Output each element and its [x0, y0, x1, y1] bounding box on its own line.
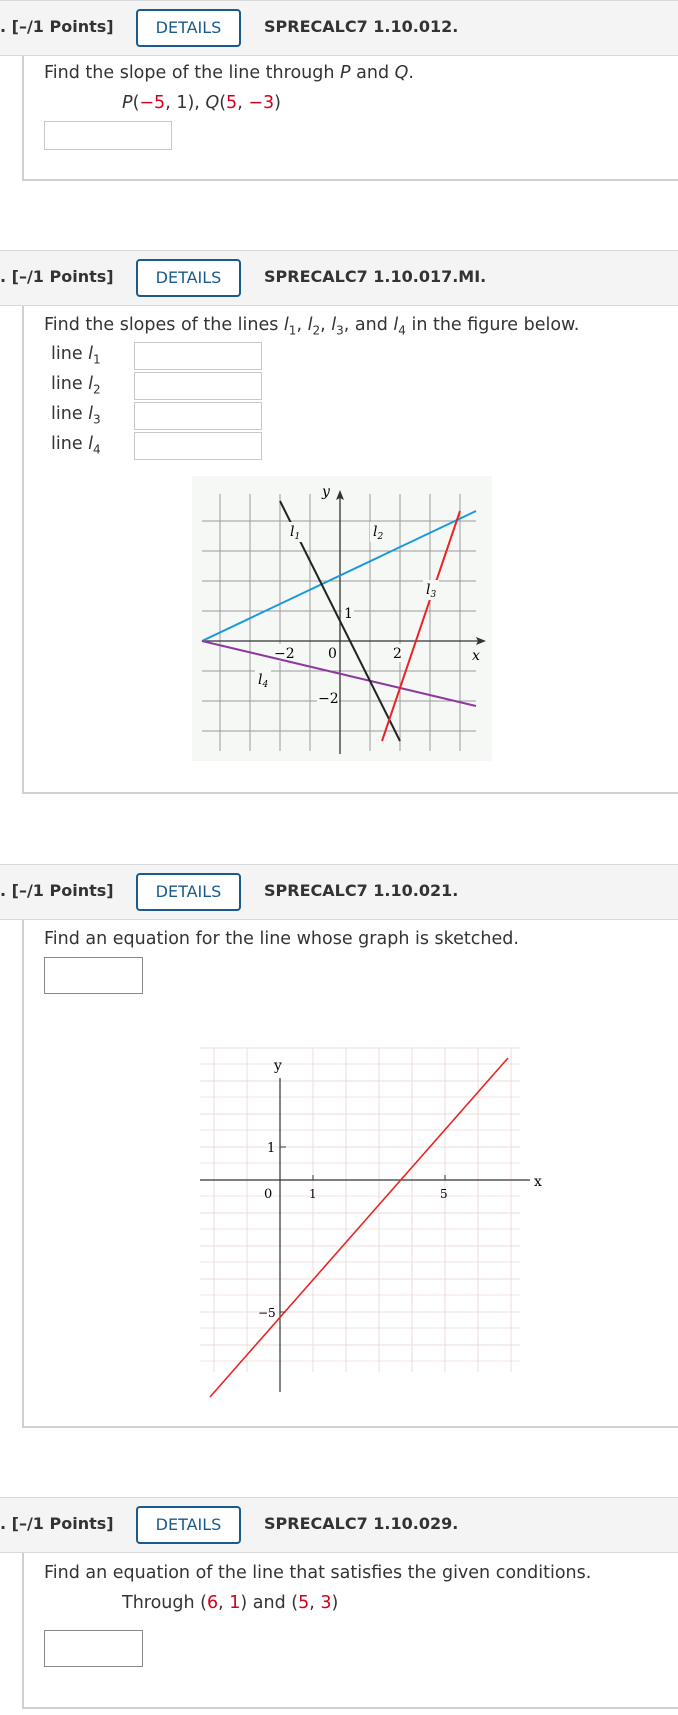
- tick-origin: 0: [328, 646, 337, 662]
- question-prompt: Find an equation of the line that satisfies the given conditions.: [44, 1563, 592, 1583]
- tick-x-neg2: −2: [274, 646, 295, 662]
- question-prompt: Find the slope of the line through P and Q.: [44, 63, 414, 83]
- points-label: . [–/1 Points]: [0, 1514, 114, 1533]
- question-header: [0, 0, 678, 56]
- question-header: [0, 864, 678, 920]
- tick-x-5: 5: [440, 1187, 448, 1201]
- question-code: SPRECALC7 1.10.012.: [264, 17, 459, 36]
- details-button[interactable]: DETAILS: [136, 1506, 241, 1544]
- line-l4-label: line $l_4$: [51, 434, 101, 457]
- points-label: . [–/1 Points]: [0, 267, 114, 286]
- question-body: [22, 920, 678, 1428]
- question-body: [22, 1553, 678, 1709]
- y-axis-label: y: [322, 484, 330, 500]
- question-body: [22, 306, 678, 794]
- graph-line: [210, 1058, 508, 1397]
- lines-figure: [192, 476, 492, 761]
- point-list: P(−5, 1), Q(5, −3): [122, 93, 281, 113]
- question-prompt: Find an equation for the line whose graph is sketched.: [44, 929, 519, 949]
- points-label: . [–/1 Points]: [0, 17, 114, 36]
- label-l3: $l_3$: [426, 582, 437, 600]
- tick-y-neg5: −5: [258, 1306, 276, 1320]
- line-l1-slope-input[interactable]: [134, 342, 262, 370]
- question-body: [22, 56, 678, 181]
- line-l3-slope-input[interactable]: [134, 402, 262, 430]
- question-header: [0, 1497, 678, 1553]
- tick-x-2: 2: [393, 646, 402, 662]
- points-label: . [–/1 Points]: [0, 881, 114, 900]
- label-l1: $l_1$: [290, 524, 301, 542]
- line-l3-label: line $l_3$: [51, 404, 101, 427]
- line-l2-label: line $l_2$: [51, 374, 101, 397]
- x-axis-label: x: [472, 648, 480, 664]
- question-code: SPRECALC7 1.10.017.MI.: [264, 267, 487, 286]
- line-graph-figure: [190, 1020, 550, 1400]
- slope-answer-input[interactable]: [44, 121, 172, 150]
- question-code: SPRECALC7 1.10.021.: [264, 881, 459, 900]
- label-l2: $l_2$: [373, 524, 384, 542]
- tick-x-1: 1: [309, 1187, 317, 1201]
- line-l1-label: line $l_1$: [51, 344, 101, 367]
- details-button[interactable]: DETAILS: [136, 259, 241, 297]
- tick-origin: 0: [264, 1187, 273, 1202]
- tick-y-1: 1: [344, 606, 353, 622]
- line-l4-slope-input[interactable]: [134, 432, 262, 460]
- question-prompt: Find the slopes of the lines $l_1$, $l_2$, $l_3$, and $l_4$ in the figure below.: [44, 315, 580, 338]
- given-conditions: Through (6, 1) and (5, 3): [122, 1593, 339, 1613]
- details-button[interactable]: DETAILS: [136, 873, 241, 911]
- x-axis-label: x: [534, 1174, 542, 1190]
- line-l2-slope-input[interactable]: [134, 372, 262, 400]
- y-axis-label: y: [274, 1058, 282, 1074]
- tick-y-1: 1: [267, 1141, 276, 1156]
- label-l4: $l_4$: [258, 672, 269, 690]
- equation-answer-input[interactable]: [44, 957, 143, 994]
- question-code: SPRECALC7 1.10.029.: [264, 1514, 459, 1533]
- tick-y-neg2: −2: [318, 691, 339, 707]
- grid: [200, 1048, 520, 1372]
- equation-answer-input[interactable]: [44, 1630, 143, 1667]
- question-header: [0, 250, 678, 306]
- details-button[interactable]: DETAILS: [136, 9, 241, 47]
